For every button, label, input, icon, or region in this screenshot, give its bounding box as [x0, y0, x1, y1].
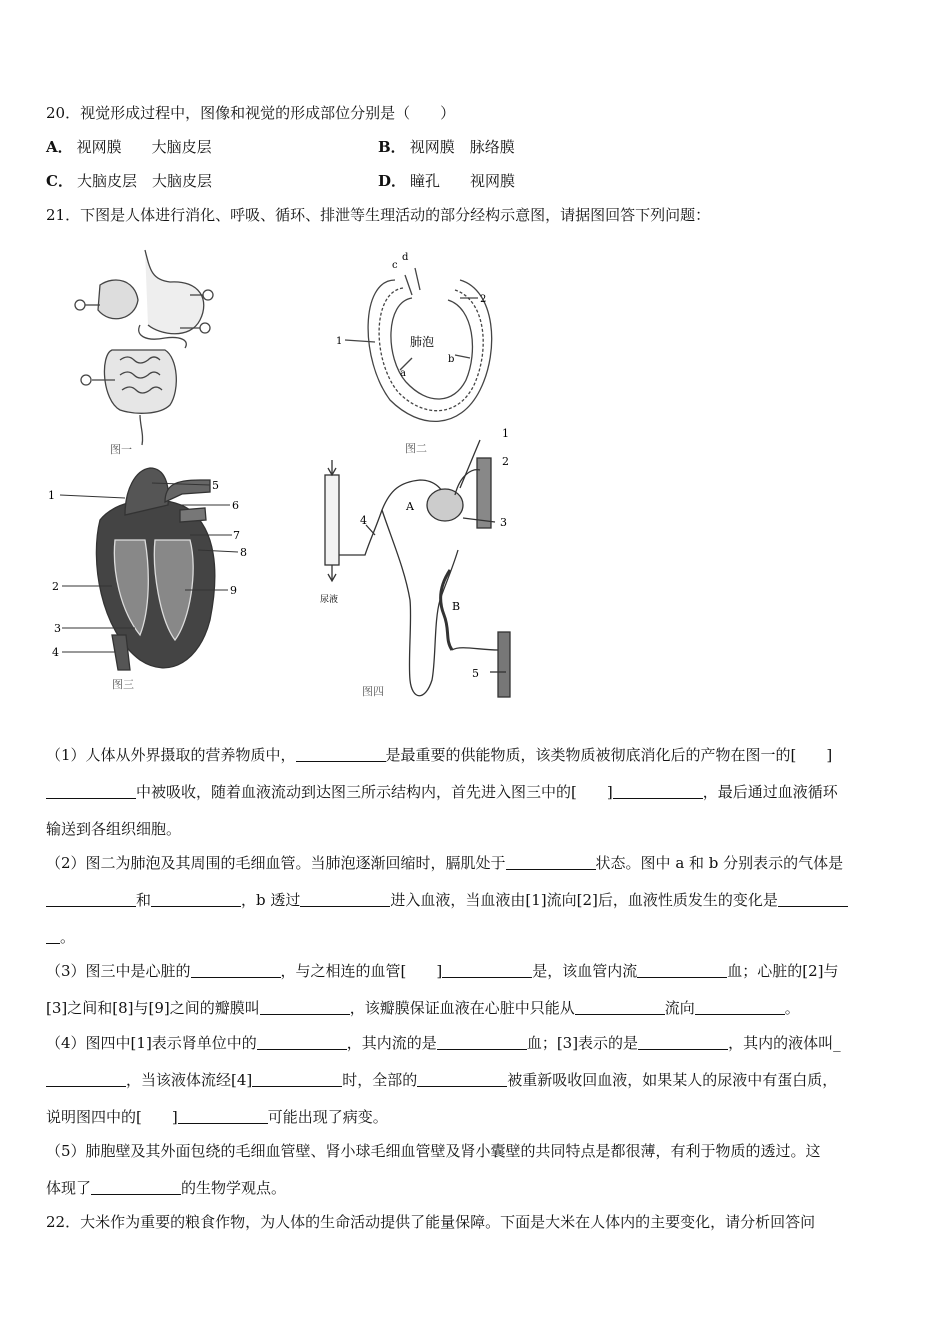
fig3-label-9: 9 — [230, 584, 237, 597]
q20-stem: 20．视觉形成过程中，图像和视觉的形成部位分别是（ ） — [46, 104, 456, 122]
q20-option-a: A． 视网膜 大脑皮层 — [46, 138, 212, 156]
answer-blank[interactable] — [46, 892, 136, 907]
fig4-label-1: 1 — [502, 427, 509, 440]
answer-blank[interactable] — [91, 1180, 181, 1195]
fig3-label-2: 2 — [52, 580, 59, 593]
q21-part2-line1: （2）图二为肺泡及其周围的毛细血管。当肺泡逐渐回缩时，膈肌处于 状态。图中 a 和 b 分别表示的气体是 — [46, 854, 844, 872]
answer-blank[interactable] — [417, 1072, 507, 1087]
fig2-caption: 图二 — [405, 442, 427, 455]
answer-blank[interactable] — [638, 1035, 728, 1050]
fig3-label-4: 4 — [52, 646, 59, 659]
answer-blank[interactable] — [151, 892, 241, 907]
fig3-label-1: 1 — [48, 489, 55, 502]
fig4-urine-label: 尿液 — [320, 595, 339, 605]
q21-part5-line2: 体现了 的生物学观点。 — [46, 1179, 287, 1197]
fig2-label-2: 2 — [480, 294, 487, 305]
fig1-digestive-system — [75, 250, 213, 445]
fig4-label-b: B — [452, 600, 461, 613]
answer-blank[interactable] — [46, 1072, 126, 1087]
q21-part2-line2: 和 ，b 透过 进入血液，当血液由[1]流向[2]后，血液性质发生的变化是 — [46, 890, 904, 910]
fig3-label-5: 5 — [212, 479, 219, 492]
fig3-label-7: 7 — [233, 529, 240, 542]
fig4-label-4: 4 — [360, 514, 367, 527]
fig3-label-8: 8 — [240, 546, 247, 559]
answer-blank[interactable] — [257, 1035, 347, 1050]
fig2-label-d: d — [402, 252, 409, 263]
q21-part1-line3: 输送到各组织细胞。 — [46, 820, 182, 838]
answer-blank[interactable] — [637, 963, 727, 978]
fig2-label-a: a — [400, 368, 406, 379]
fig2-label-c: c — [392, 260, 398, 271]
q21-part2-line3: 。 — [46, 927, 904, 947]
q21-part1-line2: 中被吸收，随着血液流动到达图三所示结构内，首先进入图三中的[ ] ，最后通过血液循环 — [46, 782, 904, 802]
answer-blank[interactable] — [778, 892, 848, 907]
answer-blank[interactable] — [575, 1000, 665, 1015]
q22-stem: 22．大米作为重要的粮食作物，为人体的生命活动提供了能量保障。下面是大米在人体内的主要变化，请分析回答问 — [46, 1213, 816, 1231]
q21-diagram-svg — [40, 240, 540, 710]
answer-blank[interactable] — [296, 747, 386, 762]
q20-option-d: D． 瞳孔 视网膜 — [378, 172, 516, 190]
answer-blank[interactable] — [613, 784, 703, 799]
fig4-label-5: 5 — [472, 667, 479, 680]
answer-blank[interactable] — [506, 855, 596, 870]
q21-part4-line1: （4）图四中[1]表示肾单位中的 ，其内流的是 血；[3]表示的是 ，其内的液体叫_ — [46, 1034, 841, 1052]
answer-blank[interactable] — [252, 1072, 342, 1087]
fig4-nephron — [325, 440, 510, 697]
answer-blank[interactable] — [191, 963, 281, 978]
answer-blank[interactable] — [46, 784, 136, 799]
q20-option-c: C． 大脑皮层 大脑皮层 — [46, 172, 212, 190]
q21-part3-line1: （3）图三中是心脏的 ，与之相连的血管[ ] 是，该血管内流 血；心脏的[2]与 — [46, 962, 839, 980]
q21-part3-line2: [3]之间和[8]与[9]之间的瓣膜叫 ，该瓣膜保证血液在心脏中只能从 流向 。 — [46, 999, 800, 1017]
q21-part4-line3: 说明图四中的[ ] 可能出现了病变。 — [46, 1108, 388, 1126]
fig4-caption: 图四 — [362, 685, 384, 698]
fig3-caption: 图三 — [112, 678, 134, 691]
q21-figures — [40, 240, 540, 710]
fig2-alveolus-label: 肺泡 — [410, 335, 435, 349]
answer-blank[interactable] — [260, 1000, 350, 1015]
answer-blank[interactable] — [437, 1035, 527, 1050]
fig3-heart — [96, 468, 214, 670]
fig1-caption: 图一 — [110, 443, 132, 456]
q20-option-b: B． 视网膜 脉络膜 — [378, 138, 515, 156]
answer-blank[interactable] — [442, 963, 532, 978]
fig2-label-b: b — [448, 354, 455, 365]
answer-blank[interactable] — [46, 929, 60, 944]
fig3-label-6: 6 — [232, 499, 239, 512]
answer-blank[interactable] — [695, 1000, 785, 1015]
fig4-label-2: 2 — [502, 455, 509, 468]
q21-stem: 21．下图是人体进行消化、呼吸、循环、排泄等生理活动的部分经构示意图，请据图回答下列问题： — [46, 206, 711, 224]
fig3-label-3: 3 — [54, 622, 61, 635]
answer-blank[interactable] — [178, 1109, 268, 1124]
q21-part1-line1: （1）人体从外界摄取的营养物质中， 是最重要的供能物质，该类物质被彻底消化后的产物在图一的[ ] — [46, 746, 833, 764]
fig4-label-a: A — [406, 500, 414, 513]
q21-part5-line1: （5）肺胞壁及其外面包绕的毛细血管壁、肾小球毛细血管壁及肾小囊壁的共同特点是都很薄，有利于物质的透过。这 — [46, 1142, 821, 1160]
fig4-label-3: 3 — [500, 516, 507, 529]
answer-blank[interactable] — [300, 892, 390, 907]
q21-part4-line2: ，当该液体流经[4] 时，全部的 被重新吸收回血液，如果某人的尿液中有蛋白质， — [46, 1070, 904, 1090]
fig2-label-1: 1 — [336, 336, 343, 347]
